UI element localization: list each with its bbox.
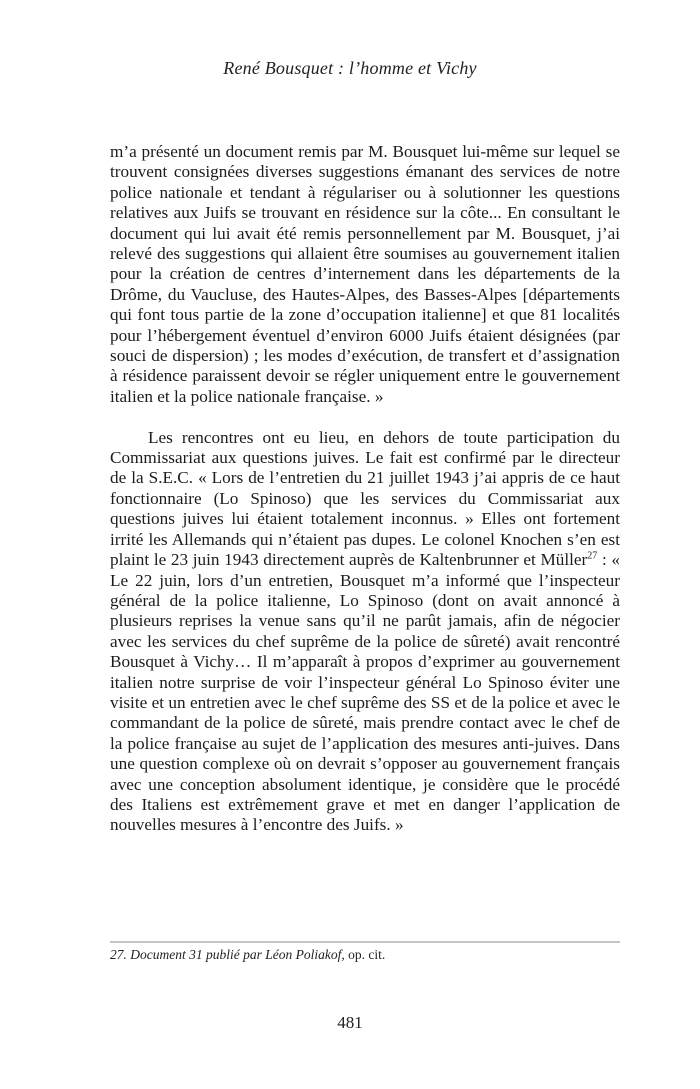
footnote-italic-text: Document 31 publié par Léon Poliakof, (130, 947, 345, 962)
paragraph-quote-continuation: m’a présenté un document remis par M. Bousquet lui-même sur lequel se trouvent consignées diverses suggestions émanant des services de notre police nationale et tendant à régulariser ou à solutionner les questions relatives aux Juifs se trouvant en résidence sur la côte... En consultant le document qui lui avait été remis personnellement par M. Bousquet, j’ai relevé des suggestions qui allaient être soumises au gouvernement italien pour la création de centres d’internement dans les départements de la Drôme, du Vaucluse, des Hautes-Alpes, des Basses-Alpes [départements qui font tous partie de la zone d’occupation italienne] et que 81 localités pour l’hébergement éventuel d’environ 6000 Juifs étaient désignées (par souci de dispersion) ; les modes d’exécution, de transfert et d’assignation à résidence paraissent devoir se régler uniquement entre le gouvernement italien et la police nationale française. » (110, 142, 620, 406)
paragraph-meetings (110, 428, 620, 836)
paragraph-text-before-note: Les rencontres ont eu lieu, en dehors de toute participation du Commissariat aux questions juives. Le fait est confirmé par le directeur de la S.E.C. « Lors de l’entretien du 21 juillet 1943 j’ai appris de ce haut fonctionnaire (Lo Spinoso) que les services du Commissariat aux questions juives lui étaient totalement inconnus. » Elles ont fortement irrité les Allemands qui n’étaient pas dupes. Le colonel Knochen s’en est plaint le 23 juin 1943 directement auprès de Kaltenbrunner et Müller (110, 427, 620, 570)
page-number: 481 (337, 1013, 363, 1032)
footnote-plain-text: op. cit. (344, 947, 386, 962)
footnote-divider (110, 941, 620, 943)
paragraph-text-after-note: : « Le 22 juin, lors d’un entretien, Bousquet m’a informé que l’inspecteur général de la police italienne, Lo Spinoso (dont on avait annoncé à plusieurs reprises la venue sans qu’il ne parût jamais, afin de négocier avec les services du chef suprême de la police de sûreté) avait rencontré Bousquet à Vichy… Il m’apparaît à propos d’exprimer au gouvernement italien notre surprise de voir l’inspecteur général Lo Spinoso éviter une visite et un entretien avec le chef suprême des SS et de la police et avec le commandant de la police de sûreté, mais prendre contact avec le chef de la police française au sujet de l’application des mesures anti-juives. Dans une question complexe où on devrait s’opposer au gouvernement français avec une conception absolument identique, je considère que le procédé des Italiens est extrêmement grave et met en danger l’application de nouvelles mesures à l’encontre des Juifs. » (110, 550, 620, 835)
footnote (110, 946, 620, 964)
footnote-reference[interactable]: 27 (587, 550, 598, 562)
body-text (110, 142, 620, 836)
footnote-number: 27. (110, 947, 127, 962)
running-head: René Bousquet : l’homme et Vichy (223, 58, 477, 78)
